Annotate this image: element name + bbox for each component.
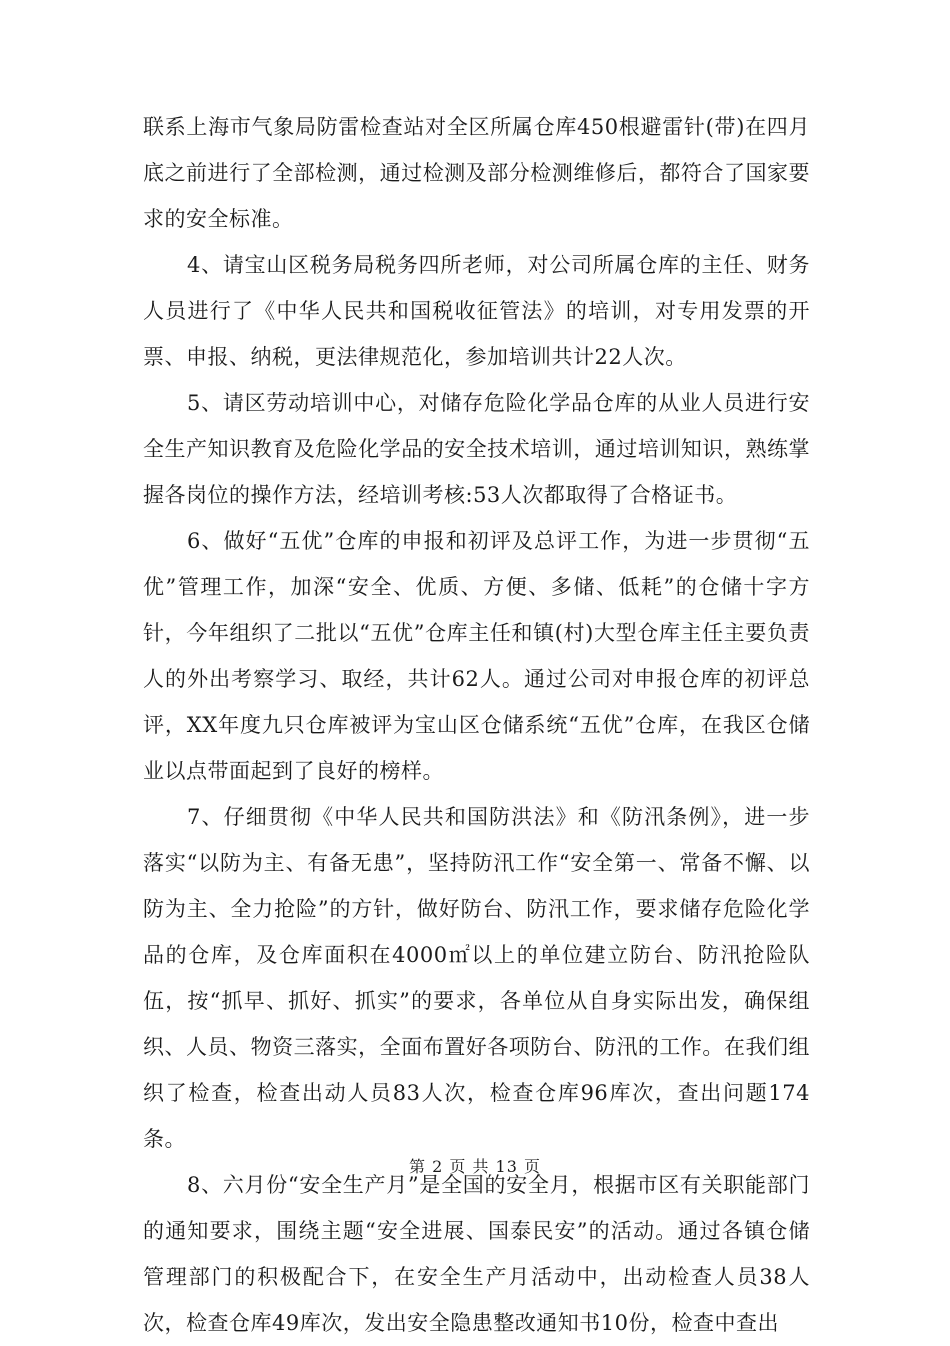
paragraph-2: 4、请宝山区税务局税务四所老师，对公司所属仓库的主任、财务人员进行了《中华人民共和国税收征管法》的培训，对专用发票的开票、申报、纳税，更法律规范化，参加培训共计22人次。 (143, 253, 810, 369)
paragraph-3: 5、请区劳动培训中心，对储存危险化学品仓库的从业人员进行安全生产知识教育及危险化学品的安全技术培训，通过培训知识，熟练掌握各岗位的操作方法，经培训考核:53人次都取得了合格证书。 (143, 391, 810, 507)
paragraph-6: 8、六月份“安全生产月”是全国的安全月，根据市区有关职能部门的通知要求，围绕主题“安全进展、国泰民安”的活动。通过各镇仓储管理部门的积极配合下，在安全生产月活动中，出动检查人员38人次，检查仓库49库次，发出安全隐患整改通知书10份，检查中查出 (143, 1173, 810, 1335)
page-number-footer: 第 2 页 共 13 页 (409, 1157, 541, 1176)
paragraph-1: 联系上海市气象局防雷检查站对全区所属仓库450根避雷针(带)在四月底之前进行了全部检测，通过检测及部分检测维修后，都符合了国家要求的安全标准。 (143, 115, 810, 231)
paragraph-5: 7、仔细贯彻《中华人民共和国防洪法》和《防汛条例》，进一步落实“以防为主、有备无患”，坚持防汛工作“安全第一、常备不懈、以防为主、全力抢险”的方针，做好防台、防汛工作，要求储存危险化学品的仓库，及仓库面积在4000㎡以上的单位建立防台、防汛抢险队伍，按“抓早、抓好、抓实”的要求，各单位从自身实际出发，确保组织、人员、物资三落实，全面布置好各项防台、防汛的工作。在我们组织了检查，检查出动人员83人次，检查仓库96库次，查出问题174条。 (143, 805, 810, 1151)
paragraph-4: 6、做好“五优”仓库的申报和初评及总评工作，为进一步贯彻“五优”管理工作，加深“安全、优质、方便、多储、低耗”的仓储十字方针，今年组织了二批以“五优”仓库主任和镇(村)大型仓库主任主要负责人的外出考察学习、取经，共计62人。通过公司对申报仓库的初评总评，XX年度九只仓库被评为宝山区仓储系统“五优”仓库，在我区仓储业以点带面起到了良好的榜样。 (143, 529, 810, 783)
